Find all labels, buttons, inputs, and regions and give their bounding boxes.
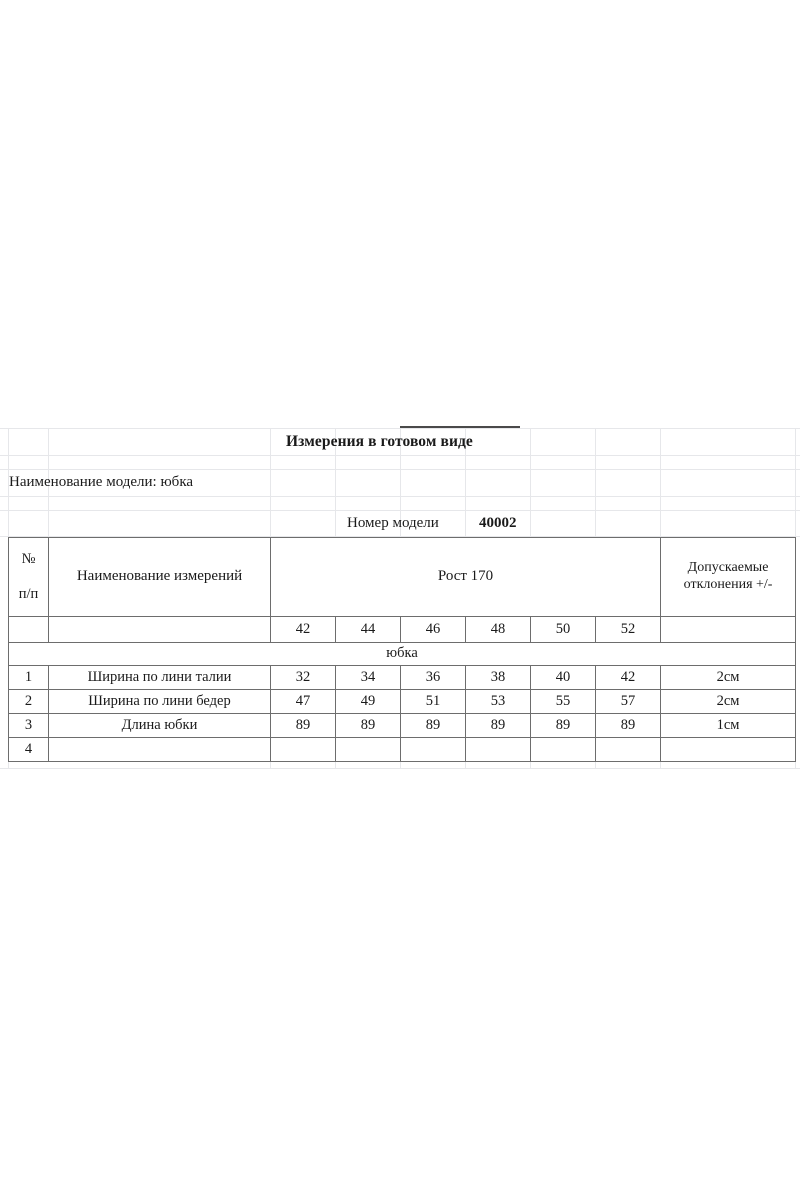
tolerance-head-line2: отклонения +/- [683,577,773,592]
title-rule [400,426,520,428]
row-value-size-44: 34 [336,666,401,690]
table-row [9,714,796,738]
page-title: Измерения в готовом виде [286,433,473,450]
row-tolerance: 2см [661,666,796,690]
model-number-label: Номер модели [347,515,439,531]
group-row-label: юбка [9,643,796,666]
row-number: 2 [9,690,49,714]
measurements-table [8,537,796,762]
row-tolerance [661,738,796,762]
header-cell-number [9,538,49,617]
table-row [9,690,796,714]
row-tolerance: 2см [661,690,796,714]
row-value-size-50: 89 [531,714,596,738]
row-measurement-name [49,738,271,762]
row-value-size-52: 42 [596,666,661,690]
row-value-size-46 [401,738,466,762]
table-row [9,738,796,762]
header-cell-height-group: Рост 170 [271,538,661,617]
row-number: 3 [9,714,49,738]
header-number-symbol: № [21,551,36,568]
header-number-abbrev: п/п [18,585,39,602]
size-header-0: 42 [271,617,336,643]
row-number: 1 [9,666,49,690]
row-value-size-46: 51 [401,690,466,714]
row-value-size-50: 40 [531,666,596,690]
table-row [9,666,796,690]
tolerance-head-line1: Допускаемые [687,560,769,576]
row-measurement-name: Длина юбки [49,714,271,738]
row-value-size-52 [596,738,661,762]
row-value-size-48: 89 [466,714,531,738]
size-header-3: 48 [466,617,531,643]
row-value-size-48: 53 [466,690,531,714]
sizes-row-number-cell [9,617,49,643]
row-number: 4 [9,738,49,762]
table-group-row [9,643,796,666]
sizes-row-name-cell [49,617,271,643]
row-value-size-52: 57 [596,690,661,714]
row-value-size-50: 55 [531,690,596,714]
faint-gridline-h [0,768,800,769]
row-value-size-42 [271,738,336,762]
sizes-row-tolerance-cell [661,617,796,643]
size-header-4: 50 [531,617,596,643]
row-measurement-name: Ширина по лини бедер [49,690,271,714]
row-value-size-48: 38 [466,666,531,690]
row-value-size-46: 36 [401,666,466,690]
table-sizes-row [9,617,796,643]
row-value-size-44 [336,738,401,762]
model-number-value: 40002 [479,515,517,531]
model-name-label: Наименование модели: юбка [9,474,194,490]
row-value-size-46: 89 [401,714,466,738]
row-tolerance: 1см [661,714,796,738]
size-header-2: 46 [401,617,466,643]
size-header-5: 52 [596,617,661,643]
row-value-size-42: 89 [271,714,336,738]
row-value-size-44: 89 [336,714,401,738]
row-value-size-44: 49 [336,690,401,714]
row-value-size-50 [531,738,596,762]
row-value-size-42: 47 [271,690,336,714]
row-value-size-42: 32 [271,666,336,690]
row-measurement-name: Ширина по лини талии [49,666,271,690]
header-cell-measurement-name: Наименование измерений [49,538,271,617]
table-header-row [9,538,796,617]
header-cell-tolerance [661,538,796,617]
row-value-size-48 [466,738,531,762]
size-header-1: 44 [336,617,401,643]
row-value-size-52: 89 [596,714,661,738]
